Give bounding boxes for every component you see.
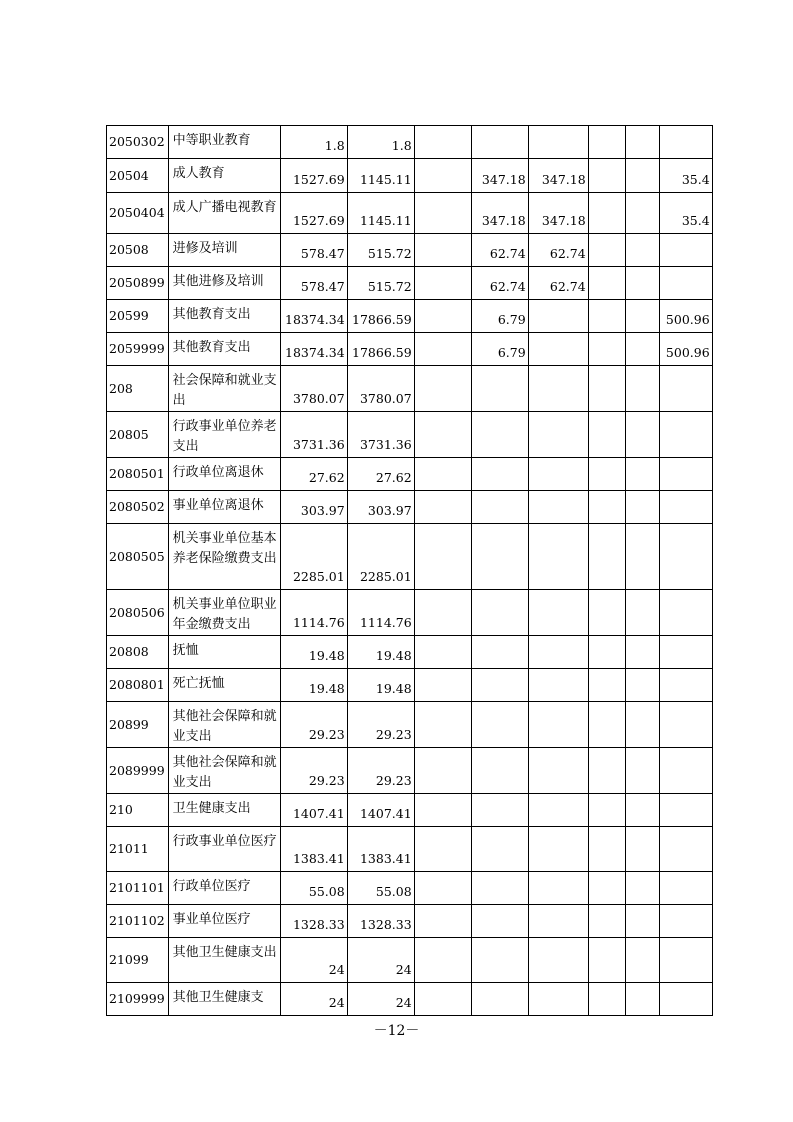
amount-cell-c3	[414, 748, 471, 794]
amount-cell-c4	[471, 748, 528, 794]
subject-name: 抚恤	[168, 636, 280, 669]
amount-cell-c5	[528, 905, 588, 938]
amount-cell-c5: 347.18	[528, 193, 588, 234]
amount-cell-c3	[414, 938, 471, 983]
amount-cell-c6	[588, 300, 625, 333]
amount-cell-c2: 1145.11	[347, 159, 414, 193]
subject-name: 行政单位离退休	[168, 458, 280, 491]
amount-cell-c3	[414, 905, 471, 938]
amount-cell-c2: 1407.41	[347, 794, 414, 827]
table-row	[107, 159, 713, 193]
amount-cell-c8	[659, 267, 712, 300]
amount-cell-c6	[588, 590, 625, 636]
amount-cell-c2: 1383.41	[347, 827, 414, 872]
amount-cell-c6	[588, 872, 625, 905]
subject-code: 2109999	[107, 983, 169, 1016]
table-row	[107, 267, 713, 300]
subject-code: 21011	[107, 827, 169, 872]
amount-cell-c1: 1114.76	[280, 590, 347, 636]
amount-cell-c5	[528, 702, 588, 748]
amount-cell-c7	[625, 590, 659, 636]
amount-cell-c4	[471, 702, 528, 748]
amount-cell-c8: 500.96	[659, 300, 712, 333]
table-row	[107, 872, 713, 905]
amount-cell-c5	[528, 300, 588, 333]
amount-cell-c2: 19.48	[347, 636, 414, 669]
amount-cell-c6	[588, 938, 625, 983]
amount-cell-c1: 1527.69	[280, 159, 347, 193]
amount-cell-c7	[625, 234, 659, 267]
amount-cell-c7	[625, 794, 659, 827]
amount-cell-c1: 3780.07	[280, 366, 347, 412]
table-row	[107, 524, 713, 590]
amount-cell-c2: 1145.11	[347, 193, 414, 234]
amount-cell-c2: 17866.59	[347, 300, 414, 333]
amount-cell-c6	[588, 491, 625, 524]
amount-cell-c6	[588, 366, 625, 412]
subject-code: 2080505	[107, 524, 169, 590]
amount-cell-c8	[659, 748, 712, 794]
amount-cell-c7	[625, 636, 659, 669]
amount-cell-c4	[471, 938, 528, 983]
amount-cell-c3	[414, 524, 471, 590]
amount-cell-c7	[625, 159, 659, 193]
amount-cell-c5	[528, 748, 588, 794]
amount-cell-c8: 500.96	[659, 333, 712, 366]
subject-code: 210	[107, 794, 169, 827]
amount-cell-c4: 347.18	[471, 159, 528, 193]
amount-cell-c3	[414, 366, 471, 412]
amount-cell-c5	[528, 412, 588, 458]
subject-name: 其他卫生健康支	[168, 983, 280, 1016]
amount-cell-c4	[471, 590, 528, 636]
subject-code: 2080506	[107, 590, 169, 636]
amount-cell-c2: 1.8	[347, 126, 414, 159]
amount-cell-c8	[659, 872, 712, 905]
subject-code: 21099	[107, 938, 169, 983]
amount-cell-c5: 62.74	[528, 234, 588, 267]
amount-cell-c7	[625, 366, 659, 412]
amount-cell-c3	[414, 794, 471, 827]
amount-cell-c5	[528, 590, 588, 636]
amount-cell-c8	[659, 794, 712, 827]
amount-cell-c1: 2285.01	[280, 524, 347, 590]
amount-cell-c3	[414, 827, 471, 872]
subject-code: 2050899	[107, 267, 169, 300]
subject-code: 2050302	[107, 126, 169, 159]
subject-name: 社会保障和就业支出	[168, 366, 280, 412]
amount-cell-c2: 29.23	[347, 702, 414, 748]
amount-cell-c6	[588, 234, 625, 267]
subject-code: 2080502	[107, 491, 169, 524]
subject-name: 其他进修及培训	[168, 267, 280, 300]
subject-code: 2059999	[107, 333, 169, 366]
subject-name: 其他教育支出	[168, 333, 280, 366]
amount-cell-c1: 19.48	[280, 636, 347, 669]
amount-cell-c8	[659, 636, 712, 669]
amount-cell-c8	[659, 827, 712, 872]
subject-name: 行政单位医疗	[168, 872, 280, 905]
amount-cell-c4: 6.79	[471, 300, 528, 333]
amount-cell-c7	[625, 702, 659, 748]
amount-cell-c6	[588, 193, 625, 234]
amount-cell-c1: 1.8	[280, 126, 347, 159]
amount-cell-c5: 62.74	[528, 267, 588, 300]
subject-code: 2101101	[107, 872, 169, 905]
amount-cell-c1: 578.47	[280, 234, 347, 267]
table-row	[107, 905, 713, 938]
amount-cell-c7	[625, 491, 659, 524]
table-row	[107, 794, 713, 827]
amount-cell-c4	[471, 636, 528, 669]
amount-cell-c5	[528, 366, 588, 412]
amount-cell-c7	[625, 905, 659, 938]
amount-cell-c1: 1328.33	[280, 905, 347, 938]
amount-cell-c4: 6.79	[471, 333, 528, 366]
amount-cell-c3	[414, 491, 471, 524]
amount-cell-c8	[659, 458, 712, 491]
subject-name: 行政事业单位医疗	[168, 827, 280, 872]
amount-cell-c5	[528, 983, 588, 1016]
amount-cell-c1: 578.47	[280, 267, 347, 300]
table-body	[107, 126, 713, 1016]
amount-cell-c7	[625, 983, 659, 1016]
amount-cell-c1: 27.62	[280, 458, 347, 491]
table-row	[107, 412, 713, 458]
amount-cell-c3	[414, 702, 471, 748]
table-row	[107, 938, 713, 983]
amount-cell-c6	[588, 458, 625, 491]
amount-cell-c1: 55.08	[280, 872, 347, 905]
subject-code: 20508	[107, 234, 169, 267]
table-row	[107, 126, 713, 159]
amount-cell-c6	[588, 669, 625, 702]
subject-code: 2050404	[107, 193, 169, 234]
amount-cell-c3	[414, 669, 471, 702]
amount-cell-c2: 515.72	[347, 234, 414, 267]
amount-cell-c1: 1527.69	[280, 193, 347, 234]
amount-cell-c3	[414, 267, 471, 300]
amount-cell-c8	[659, 366, 712, 412]
amount-cell-c6	[588, 159, 625, 193]
amount-cell-c6	[588, 412, 625, 458]
amount-cell-c3	[414, 333, 471, 366]
table-row	[107, 300, 713, 333]
amount-cell-c7	[625, 333, 659, 366]
amount-cell-c7	[625, 524, 659, 590]
amount-cell-c5	[528, 669, 588, 702]
amount-cell-c6	[588, 702, 625, 748]
subject-name: 机关事业单位职业年金缴费支出	[168, 590, 280, 636]
amount-cell-c8: 35.4	[659, 193, 712, 234]
table-row	[107, 702, 713, 748]
subject-name: 中等职业教育	[168, 126, 280, 159]
table-row	[107, 491, 713, 524]
amount-cell-c8	[659, 702, 712, 748]
subject-name: 其他社会保障和就业支出	[168, 748, 280, 794]
subject-name: 机关事业单位基本养老保险缴费支出	[168, 524, 280, 590]
amount-cell-c2: 55.08	[347, 872, 414, 905]
amount-cell-c1: 24	[280, 938, 347, 983]
table-row	[107, 193, 713, 234]
amount-cell-c1: 29.23	[280, 702, 347, 748]
amount-cell-c7	[625, 193, 659, 234]
amount-cell-c3	[414, 872, 471, 905]
subject-code: 2080801	[107, 669, 169, 702]
amount-cell-c2: 303.97	[347, 491, 414, 524]
amount-cell-c2: 3780.07	[347, 366, 414, 412]
amount-cell-c1: 1407.41	[280, 794, 347, 827]
subject-name: 死亡抚恤	[168, 669, 280, 702]
amount-cell-c5	[528, 827, 588, 872]
amount-cell-c4	[471, 412, 528, 458]
amount-cell-c7	[625, 300, 659, 333]
amount-cell-c1: 29.23	[280, 748, 347, 794]
amount-cell-c2: 1114.76	[347, 590, 414, 636]
subject-name: 行政事业单位养老支出	[168, 412, 280, 458]
amount-cell-c8	[659, 983, 712, 1016]
amount-cell-c4: 347.18	[471, 193, 528, 234]
amount-cell-c5	[528, 491, 588, 524]
amount-cell-c7	[625, 267, 659, 300]
table-row	[107, 234, 713, 267]
amount-cell-c3	[414, 300, 471, 333]
amount-cell-c8	[659, 412, 712, 458]
subject-name: 进修及培训	[168, 234, 280, 267]
amount-cell-c6	[588, 636, 625, 669]
amount-cell-c4	[471, 669, 528, 702]
subject-code: 20504	[107, 159, 169, 193]
page-number: －12－	[373, 1023, 420, 1039]
subject-name: 成人广播电视教育	[168, 193, 280, 234]
amount-cell-c5	[528, 794, 588, 827]
amount-cell-c6	[588, 748, 625, 794]
amount-cell-c7	[625, 938, 659, 983]
amount-cell-c1: 24	[280, 983, 347, 1016]
subject-code: 2080501	[107, 458, 169, 491]
subject-name: 事业单位医疗	[168, 905, 280, 938]
amount-cell-c4	[471, 491, 528, 524]
amount-cell-c3	[414, 126, 471, 159]
amount-cell-c2: 3731.36	[347, 412, 414, 458]
amount-cell-c8	[659, 669, 712, 702]
subject-code: 20808	[107, 636, 169, 669]
amount-cell-c5	[528, 126, 588, 159]
amount-cell-c4	[471, 905, 528, 938]
amount-cell-c2: 27.62	[347, 458, 414, 491]
amount-cell-c3	[414, 234, 471, 267]
subject-name: 其他社会保障和就业支出	[168, 702, 280, 748]
amount-cell-c2: 515.72	[347, 267, 414, 300]
amount-cell-c1: 19.48	[280, 669, 347, 702]
subject-code: 20805	[107, 412, 169, 458]
amount-cell-c6	[588, 333, 625, 366]
subject-code: 20599	[107, 300, 169, 333]
amount-cell-c2: 1328.33	[347, 905, 414, 938]
amount-cell-c1: 1383.41	[280, 827, 347, 872]
amount-cell-c1: 3731.36	[280, 412, 347, 458]
amount-cell-c6	[588, 524, 625, 590]
amount-cell-c4	[471, 794, 528, 827]
amount-cell-c5	[528, 636, 588, 669]
amount-cell-c2: 19.48	[347, 669, 414, 702]
amount-cell-c1: 18374.34	[280, 333, 347, 366]
amount-cell-c6	[588, 794, 625, 827]
amount-cell-c1: 18374.34	[280, 300, 347, 333]
amount-cell-c1: 303.97	[280, 491, 347, 524]
amount-cell-c5: 347.18	[528, 159, 588, 193]
amount-cell-c3	[414, 193, 471, 234]
subject-code: 2101102	[107, 905, 169, 938]
amount-cell-c3	[414, 983, 471, 1016]
amount-cell-c6	[588, 905, 625, 938]
amount-cell-c4	[471, 983, 528, 1016]
amount-cell-c4	[471, 524, 528, 590]
amount-cell-c2: 24	[347, 938, 414, 983]
amount-cell-c6	[588, 126, 625, 159]
subject-code: 20899	[107, 702, 169, 748]
subject-name: 成人教育	[168, 159, 280, 193]
amount-cell-c8	[659, 234, 712, 267]
amount-cell-c7	[625, 669, 659, 702]
amount-cell-c8	[659, 126, 712, 159]
amount-cell-c7	[625, 748, 659, 794]
amount-cell-c6	[588, 827, 625, 872]
amount-cell-c4: 62.74	[471, 234, 528, 267]
subject-name: 卫生健康支出	[168, 794, 280, 827]
table-row	[107, 827, 713, 872]
table-row	[107, 669, 713, 702]
amount-cell-c7	[625, 458, 659, 491]
budget-table	[106, 125, 713, 1016]
amount-cell-c8	[659, 938, 712, 983]
amount-cell-c6	[588, 267, 625, 300]
amount-cell-c8	[659, 491, 712, 524]
amount-cell-c7	[625, 872, 659, 905]
subject-name: 事业单位离退休	[168, 491, 280, 524]
amount-cell-c5	[528, 872, 588, 905]
subject-code: 208	[107, 366, 169, 412]
table-row	[107, 590, 713, 636]
amount-cell-c7	[625, 412, 659, 458]
subject-code: 2089999	[107, 748, 169, 794]
table-row	[107, 458, 713, 491]
amount-cell-c7	[625, 827, 659, 872]
amount-cell-c8	[659, 905, 712, 938]
amount-cell-c4	[471, 827, 528, 872]
amount-cell-c8: 35.4	[659, 159, 712, 193]
amount-cell-c4: 62.74	[471, 267, 528, 300]
amount-cell-c4	[471, 126, 528, 159]
amount-cell-c3	[414, 590, 471, 636]
amount-cell-c3	[414, 458, 471, 491]
amount-cell-c4	[471, 872, 528, 905]
amount-cell-c2: 29.23	[347, 748, 414, 794]
amount-cell-c2: 17866.59	[347, 333, 414, 366]
table-row	[107, 748, 713, 794]
amount-cell-c4	[471, 366, 528, 412]
subject-name: 其他卫生健康支出	[168, 938, 280, 983]
subject-name: 其他教育支出	[168, 300, 280, 333]
amount-cell-c8	[659, 524, 712, 590]
amount-cell-c7	[625, 126, 659, 159]
amount-cell-c2: 24	[347, 983, 414, 1016]
table-row	[107, 333, 713, 366]
amount-cell-c6	[588, 983, 625, 1016]
amount-cell-c8	[659, 590, 712, 636]
table-row	[107, 636, 713, 669]
amount-cell-c5	[528, 938, 588, 983]
amount-cell-c3	[414, 412, 471, 458]
amount-cell-c3	[414, 636, 471, 669]
amount-cell-c5	[528, 333, 588, 366]
amount-cell-c2: 2285.01	[347, 524, 414, 590]
amount-cell-c3	[414, 159, 471, 193]
amount-cell-c4	[471, 458, 528, 491]
table-row	[107, 366, 713, 412]
amount-cell-c5	[528, 524, 588, 590]
table-row	[107, 983, 713, 1016]
amount-cell-c5	[528, 458, 588, 491]
